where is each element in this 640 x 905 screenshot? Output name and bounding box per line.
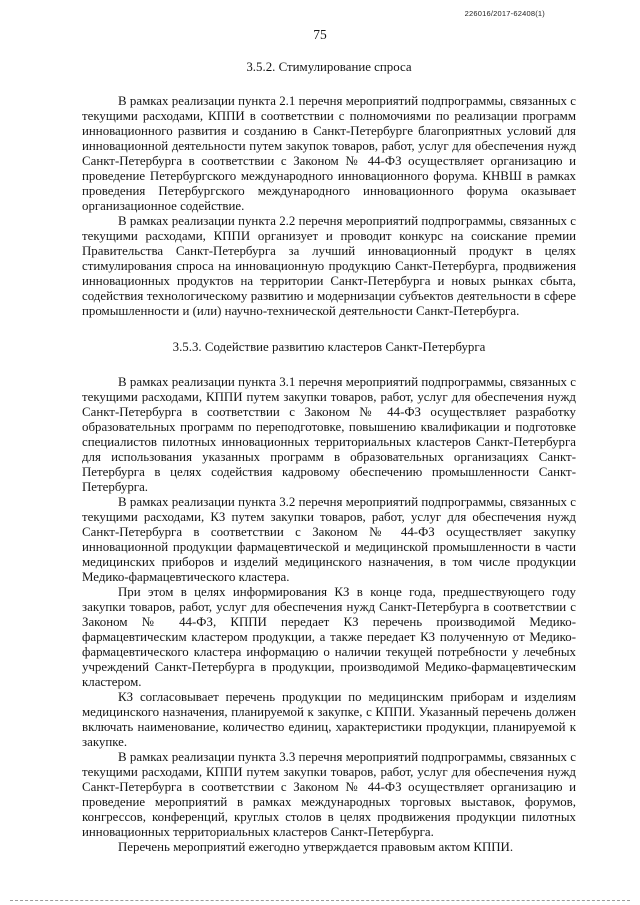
- page-number: 75: [313, 27, 327, 42]
- paragraph: Перечень мероприятий ежегодно утверждается правовым актом КППИ.: [118, 840, 514, 854]
- paragraph: В рамках реализации пункта 2.1 перечня мероприятий подпрограммы, связанных с текущими расходами, КППИ в соответствии с полномочиями по реализации программ инновационного развития и созданию в Санкт-Петербурге благоприятных условий для инновационной деятельности путем закупок товаров, работ, услуг для обеспечения нужд Санкт-Петербурга в соответствии с Законом № 44-ФЗ осуществляет организацию и проведение Петербургского международного инновационного форума. КНВШ в рамках проведения Петербургского международного инновационного форума оказывает организационное содействие.: [82, 94, 576, 213]
- section-heading-3-5-2: 3.5.2. Стимулирование спроса: [246, 60, 412, 74]
- section-heading-3-5-3: 3.5.3. Содействие развитию кластеров Санкт-Петербурга: [172, 340, 486, 354]
- paragraph: В рамках реализации пункта 3.3 перечня мероприятий подпрограммы, связанных с текущими расходами, КППИ путем закупки товаров, работ, услуг для обеспечения нужд Санкт-Петербурга в соответствии с Законом № 44-ФЗ осуществляет организацию и проведение мероприятий в рамках международных торговых выставок, форумов, конгрессов, конференций, круглых столов в целях продвижения продукции пилотных инновационных территориальных кластеров Санкт-Петербурга.: [82, 750, 576, 839]
- document-registration-number: 226016/2017-62408(1): [464, 9, 545, 18]
- paragraph: КЗ согласовывает перечень продукции по медицинским приборам и изделиям медицинского назначения, планируемой к закупке, с КППИ. Указанный перечень должен включать наименование, количество единиц, характеристики продукции, планируемой к закупке.: [82, 690, 576, 749]
- paragraph: В рамках реализации пункта 2.2 перечня мероприятий подпрограммы, связанных с текущими расходами, КППИ организует и проводит конкурс на соискание премии Правительства Санкт-Петербурга за лучший инновационный продукт в целях стимулирования спроса на инновационную продукцию Санкт-Петербурга, продвижения инновационных продуктов на территории Санкт-Петербурга и новых рынках сбыта, содействия технологическому развитию и модернизации субъектов деятельности в сфере промышленности и (или) научно-технической деятельности Санкт-Петербурга.: [82, 214, 576, 318]
- scan-bottom-edge: [10, 900, 630, 901]
- paragraph: В рамках реализации пункта 3.2 перечня мероприятий подпрограммы, связанных с текущими расходами, КЗ путем закупки товаров, работ, услуг для обеспечения нужд Санкт-Петербурга в соответствии с Законом № 44-ФЗ осуществляет закупку инновационной продукции фармацевтической и медицинской промышленности в части медицинских приборов и изделий медицинского назначения, в том числе продукции Медико-фармацевтического кластера.: [82, 495, 576, 584]
- paragraph: В рамках реализации пункта 3.1 перечня мероприятий подпрограммы, связанных с текущими расходами, КППИ путем закупки товаров, работ, услуг для обеспечения нужд Санкт-Петербурга в соответствии с Законом № 44-ФЗ осуществляет разработку образовательных программ по переподготовке, повышению квалификации и подготовке специалистов пилотных инновационных территориальных кластеров Санкт-Петербурга для использования указанных программ в образовательных организациях Санкт-Петербурга в целях содействия кадровому обеспечению промышленности Санкт-Петербурга.: [82, 375, 576, 494]
- paragraph: При этом в целях информирования КЗ в конце года, предшествующего году закупки товаров, работ, услуг для обеспечения нужд Санкт-Петербурга в соответствии с Законом № 44-ФЗ, КППИ передает КЗ перечень производимой Медико-фармацевтическим кластером продукции, а также передает КЗ полученную от Медико-фармацевтического кластера информацию о наличии текущей потребности у лечебных учреждений Санкт-Петербурга в продукции, производимой Медико-фармацевтическим кластером.: [82, 585, 576, 689]
- document-body: [82, 60, 576, 855]
